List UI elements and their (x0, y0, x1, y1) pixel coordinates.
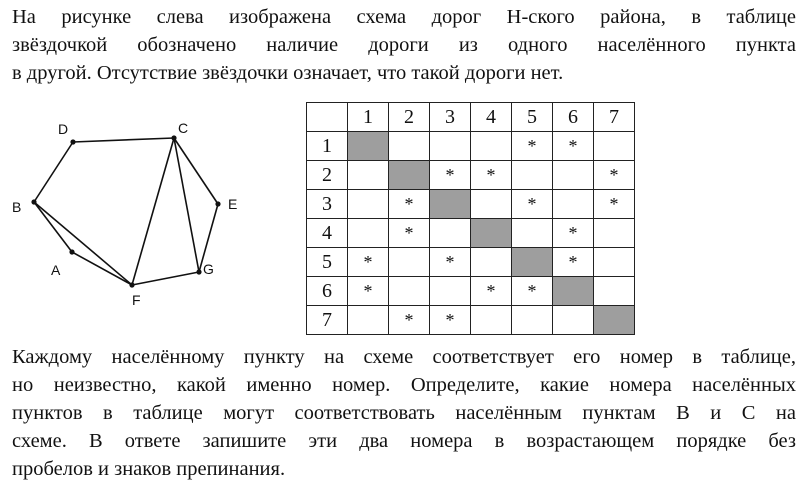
node-label-F: F (132, 292, 141, 308)
task-line: пунктов в таблице могут соответствовать населённым пунктам B и C на (12, 402, 796, 424)
node-label-A: A (51, 262, 61, 278)
adjacency-table (306, 102, 635, 335)
task-line: но неизвестно, какой именно номер. Определите, какие номера населённых (12, 374, 796, 396)
star-cell: * (512, 277, 553, 306)
table-row (307, 219, 635, 248)
empty-cell (594, 219, 635, 248)
row-header-2: 2 (307, 161, 348, 190)
task-line: схеме. В ответе запишите эти два номера в возрастающем порядке без (12, 430, 796, 452)
intro-line: На рисунке слева изображена схема дорог Н-ского района, в таблице (12, 6, 796, 28)
empty-cell (389, 277, 430, 306)
edge-F-G (132, 272, 199, 285)
empty-cell (594, 132, 635, 161)
col-header-5: 5 (512, 103, 553, 132)
edge-D-C (73, 138, 174, 142)
star-cell: * (389, 306, 430, 335)
empty-cell (594, 277, 635, 306)
table-row (307, 248, 635, 277)
empty-cell (553, 306, 594, 335)
empty-cell (471, 190, 512, 219)
star-cell: * (553, 219, 594, 248)
diagonal-cell (348, 132, 389, 161)
node-A (69, 249, 74, 254)
node-label-G: G (203, 261, 214, 277)
empty-cell (348, 306, 389, 335)
star-cell: * (430, 161, 471, 190)
node-label-C: C (178, 120, 189, 136)
star-cell: * (512, 190, 553, 219)
row-header-1: 1 (307, 132, 348, 161)
diagonal-cell (553, 277, 594, 306)
star-cell: * (389, 190, 430, 219)
diagonal-cell (512, 248, 553, 277)
row-header-7: 7 (307, 306, 348, 335)
edge-B-F (34, 202, 132, 285)
edge-C-F (132, 138, 174, 285)
table-header-row (307, 103, 635, 132)
intro-line: в другой. Отсутствие звёздочки означает, что такой дороги нет. (12, 62, 564, 84)
empty-cell (348, 161, 389, 190)
edge-B-A (34, 202, 72, 252)
empty-cell (553, 190, 594, 219)
col-header-7: 7 (594, 103, 635, 132)
diagonal-cell (389, 161, 430, 190)
empty-cell (594, 248, 635, 277)
node-B (31, 199, 36, 204)
empty-cell (512, 219, 553, 248)
diagonal-cell (430, 190, 471, 219)
empty-cell (389, 132, 430, 161)
col-header-3: 3 (430, 103, 471, 132)
col-header-6: 6 (553, 103, 594, 132)
star-cell: * (512, 132, 553, 161)
diagonal-cell (471, 219, 512, 248)
star-cell: * (471, 161, 512, 190)
empty-cell (430, 219, 471, 248)
table-row (307, 132, 635, 161)
empty-cell (512, 161, 553, 190)
row-header-6: 6 (307, 277, 348, 306)
empty-cell (471, 132, 512, 161)
row-header-4: 4 (307, 219, 348, 248)
node-G (196, 269, 201, 274)
table-row (307, 306, 635, 335)
node-label-D: D (58, 121, 69, 137)
empty-cell (348, 190, 389, 219)
row-header-5: 5 (307, 248, 348, 277)
star-cell: * (348, 277, 389, 306)
node-label-E: E (228, 196, 238, 212)
task-line: Каждому населённому пункту на схеме соответствует его номер в таблице, (12, 346, 796, 368)
empty-cell (348, 219, 389, 248)
road-graph (0, 110, 290, 310)
row-header-3: 3 (307, 190, 348, 219)
empty-cell (471, 248, 512, 277)
star-cell: * (430, 248, 471, 277)
task-paragraph (12, 343, 796, 483)
table-row (307, 190, 635, 219)
star-cell: * (594, 161, 635, 190)
empty-cell (430, 132, 471, 161)
col-header-2: 2 (389, 103, 430, 132)
table-row (307, 277, 635, 306)
node-F (129, 282, 134, 287)
empty-cell (553, 161, 594, 190)
node-label-B: B (12, 199, 22, 215)
corner-cell (307, 103, 348, 132)
star-cell: * (553, 248, 594, 277)
intro-paragraph (12, 3, 796, 87)
task-line: пробелов и знаков препинания. (12, 458, 286, 480)
empty-cell (389, 248, 430, 277)
intro-line: звёздочкой обозначено наличие дороги из одного населённого пункта (12, 34, 796, 56)
star-cell: * (471, 277, 512, 306)
table-row (307, 161, 635, 190)
node-D (70, 139, 75, 144)
empty-cell (471, 306, 512, 335)
star-cell: * (553, 132, 594, 161)
diagonal-cell (594, 306, 635, 335)
edge-D-B (34, 142, 73, 202)
node-E (215, 201, 220, 206)
star-cell: * (594, 190, 635, 219)
col-header-1: 1 (348, 103, 389, 132)
empty-cell (430, 277, 471, 306)
col-header-4: 4 (471, 103, 512, 132)
star-cell: * (348, 248, 389, 277)
empty-cell (512, 306, 553, 335)
graph-edges (34, 138, 218, 285)
star-cell: * (389, 219, 430, 248)
node-C (171, 135, 176, 140)
star-cell: * (430, 306, 471, 335)
edge-A-F (72, 252, 132, 285)
